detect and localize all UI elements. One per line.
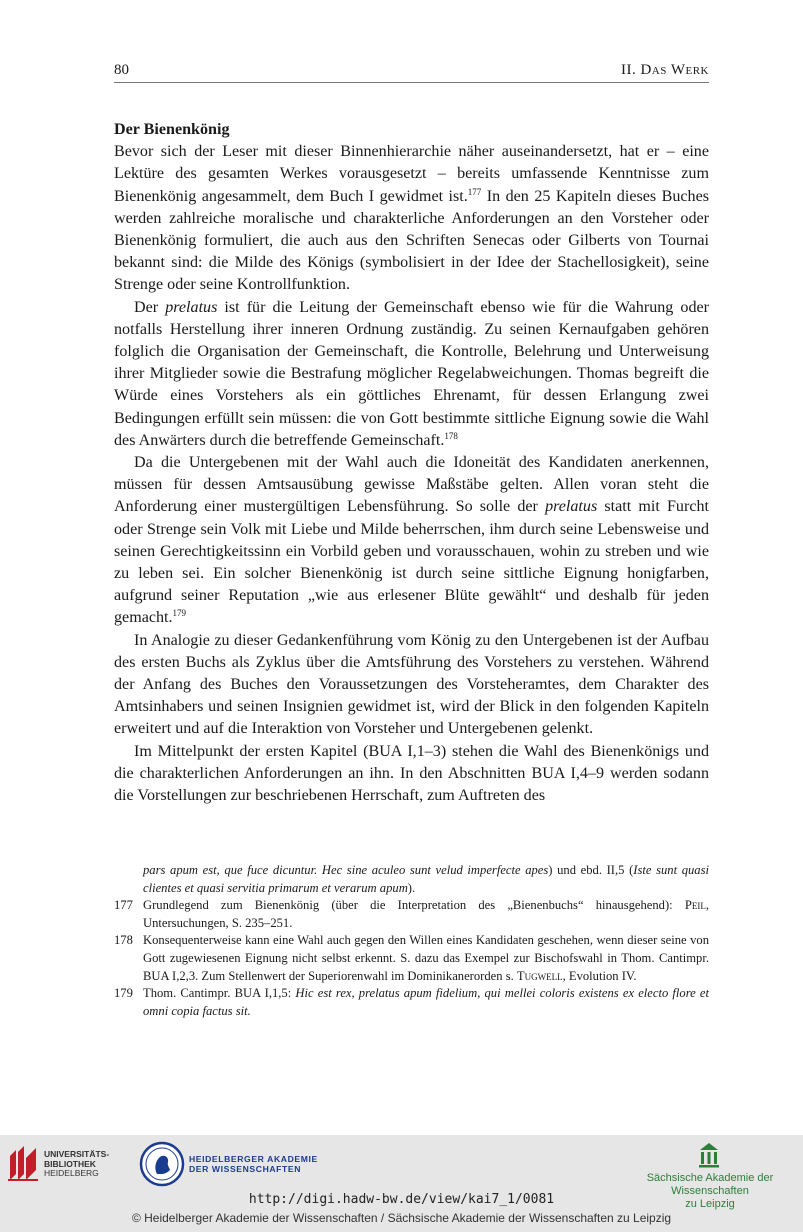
footnote-178 bbox=[114, 932, 709, 985]
footnote-ref-178[interactable]: 178 bbox=[444, 430, 458, 441]
footnote-text: , Evolution IV. bbox=[562, 968, 637, 983]
footnote-text: ). bbox=[407, 880, 416, 895]
copyright-notice: © Heidelberger Akademie der Wissenschaften / Sächsische Akademie der Wissenschaften zu Leipzig bbox=[131, 1211, 672, 1225]
hadw-line: HEIDELBERGER AKADEMIE bbox=[189, 1154, 318, 1164]
running-header bbox=[114, 60, 709, 83]
latin-quote: Hic est rex, prelatus apum fidelium, qui mellei coloris existens ex electo flore et omni copia factus sit. bbox=[143, 986, 710, 1018]
footnotes bbox=[114, 862, 709, 1020]
hadw-line: DER WISSENSCHAFTEN bbox=[189, 1164, 302, 1174]
hadw-logo[interactable] bbox=[137, 1141, 337, 1189]
permalink-url[interactable]: http://digi.hadw-bw.de/view/kai7_1/0081 bbox=[248, 1192, 555, 1207]
footnote-text: Grundlegend zum Bienenkönig (über die Interpretation des „Bienenbuchs“ hinausgehend): bbox=[143, 898, 685, 913]
saw-line: Sächsische Akademie der Wissenschaften bbox=[646, 1172, 774, 1197]
paragraph-4: In Analogie zu dieser Gedankenführung vom König zu den Untergebenen ist der Aufbau des ersten Buchs als Zyklus über die Amtsführung des Vorstehers zu verstehen. Während der Anfang des Buches den Voraussetzungen des Vorsteheramtes, dem Charakter des Amtsinhabers und seinen Insignien gewidmet ist, wird der Blick in den folgenden Kapiteln erweitert und auf die Interaktion von Vorsteher und Untergebenen gelenkt. bbox=[114, 631, 709, 738]
paragraph-text: Da die Untergebenen mit der Wahl auch die Idoneität des Kandidaten anerkennen, müssen für dessen Amtsausübung gewisse Maßstäbe gelten. Allen voran steht die Anforderung einer mustergültigen Lebensführung. So solle der bbox=[114, 454, 709, 516]
paragraph-3 bbox=[114, 452, 709, 630]
paragraph-text: statt mit Furcht oder Strenge sein Volk mit Liebe und Milde beherrschen, ihm durch seine Lebensweise und seinen Gerechtigkeitssinn ein Vorbild geben und vorausschauen, wohin zu streben und wie zu leben sei. Ein solcher Bienenkönig ist durch seine sittliche Eignung honigfarben, aufgrund seiner Reputation „wie aus erlesener Blüte gewählt“ und deshalb für jeden gemacht. bbox=[114, 498, 709, 627]
saw-building-icon bbox=[698, 1142, 720, 1168]
page-number: 80 bbox=[114, 62, 129, 78]
footnote-text: Thom. Cantimpr. BUA I,1,5: bbox=[143, 986, 296, 1001]
hadw-logo-text bbox=[189, 1154, 318, 1174]
footnote-text: ) und ebd. II,5 ( bbox=[548, 863, 634, 877]
ub-heidelberg-logo[interactable] bbox=[8, 1142, 108, 1184]
footnote-text: Konsequenterweise kann eine Wahl auch gegen den Willen eines Kandidaten geschehen, wenn dieser seine von Gott zugewiesenen Eignung nicht selbst erkennt. S. dazu das Exempel zur Bischofswahl in Thom. Cantimpr. BUA I,2,3. Zum Stellenwert der Superiorenwahl im Dominikanerorden s. bbox=[143, 933, 709, 983]
ub-logo-text bbox=[44, 1150, 109, 1179]
footnote-text: , Untersuchungen, S. 235–251. bbox=[143, 898, 709, 930]
chapter-name: Das Werk bbox=[640, 62, 709, 78]
footnote-number: 179 bbox=[114, 986, 133, 1001]
footnote-177 bbox=[114, 897, 709, 932]
paragraph-5: Im Mittelpunkt der ersten Kapitel (BUA I,1–3) stehen die Wahl des Bienenkönigs und die charakterlichen Anforderungen an ihn. In den Abschnitten BUA I,4–9 werden sodann die Vorstellungen zur beschriebenen Herrschaft, zum Auftreten des bbox=[114, 742, 709, 805]
chapter-title bbox=[621, 62, 709, 79]
author-name: Peil bbox=[684, 898, 706, 913]
paragraph-text: Der bbox=[134, 298, 166, 316]
ub-line: UNIVERSITÄTS- bbox=[44, 1149, 110, 1159]
footnote-number: 178 bbox=[114, 933, 133, 948]
chapter-prefix: II. bbox=[620, 62, 641, 78]
paragraph-text: ist für die Leitung der Gemeinschaft ebenso wie für die Wahrung oder notfalls Herstellung ihrer inneren Ordnung zuständig. Zu seinen Kernaufgaben gehören folglich die Organisation der Gemeinschaft, die Kontrolle, Belehrung und Unterweisung ihrer Mitglieder sowie die Bestrafung möglicher Regelabweichungen. Thomas begreift die Würde eines Vorstehers als ein göttliches Ehrenamt, für dessen Erlangung zwei Bedingungen erfüllt sein müssen: die von Gott bestimmte sittliche Eignung sowie die Wahl des Anwärters durch die betreffende Gemeinschaft. bbox=[114, 298, 709, 449]
author-name: Tugwell bbox=[516, 968, 563, 983]
paragraph-text: Bevor sich der Leser mit dieser Binnenhierarchie näher auseinandersetzt, hat er – eine Lektüre des gesamten Werkes vorausgesetzt – bereits umfassende Kenntnisse zum Bienenkönig angesammelt, dem Buch I gewidmet ist. bbox=[114, 143, 709, 205]
footnote-continuation bbox=[114, 862, 709, 897]
paragraph-text: In den 25 Kapiteln dieses Buches werden zahlreiche moralische und charakterliche Anforderungen an den Vorsteher oder Bienenkönig formuliert, die auch aus den Schriften Senecas oder Gilberts von Tournai bekannt sind: die Milde des Königs (symbolisiert in der Idee der Stachellosigkeit), seine Strenge oder seine Kontrollfunktion. bbox=[114, 187, 709, 294]
footnote-179 bbox=[114, 985, 709, 1020]
footnote-number: 177 bbox=[114, 898, 133, 913]
latin-term: prelatus bbox=[165, 298, 218, 316]
paragraph-1 bbox=[114, 141, 709, 296]
latin-quote: pars apum est, que fuce dicuntur. Hec sine aculeo sunt velud imperfecte apes bbox=[143, 863, 549, 877]
paragraph-2 bbox=[114, 297, 709, 452]
ub-line: BIBLIOTHEK bbox=[44, 1158, 96, 1169]
latin-term: prelatus bbox=[545, 498, 598, 516]
main-text bbox=[114, 119, 709, 807]
latin-quote: Iste sunt quasi clientes et quasi servitia primarum et verarum apum bbox=[143, 863, 709, 895]
section-heading: Der Bienenkönig bbox=[114, 121, 230, 138]
ub-line: HEIDELBERG bbox=[44, 1168, 99, 1178]
footnote-ref-177[interactable]: 177 bbox=[467, 186, 482, 197]
hadw-seal-icon bbox=[139, 1141, 185, 1187]
ub-emblem-icon bbox=[8, 1144, 38, 1182]
footnote-ref-179[interactable]: 179 bbox=[172, 608, 187, 619]
saw-line: zu Leipzig bbox=[685, 1198, 735, 1210]
